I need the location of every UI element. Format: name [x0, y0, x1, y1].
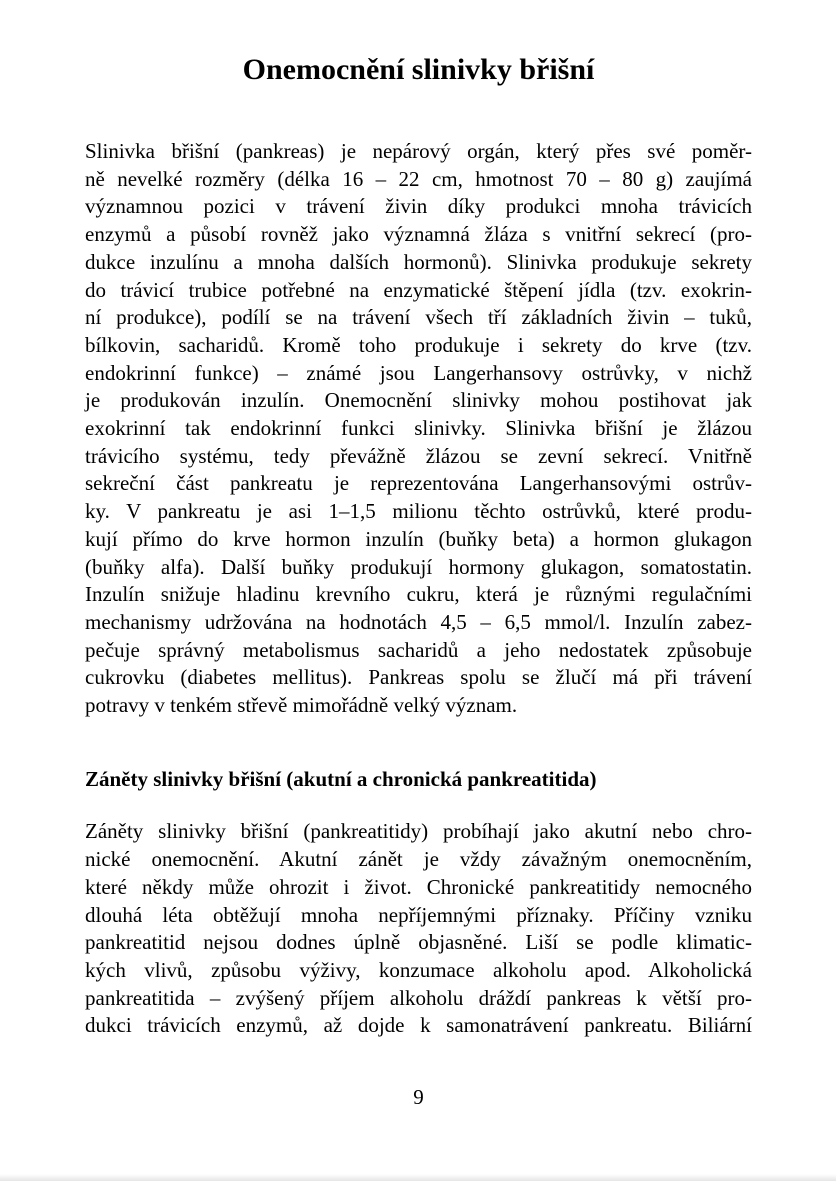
text-line: pankreatitid nejsou dodnes úplně objasněné. Liší se podle klimatic-	[85, 930, 752, 955]
text-line: (buňky alfa). Další buňky produkují hormony glukagon, somatostatin.	[85, 554, 752, 579]
text-line: bílkovin, sacharidů. Kromě toho produkuje i sekrety do krve (tzv.	[85, 332, 752, 357]
text-line: enzymů a působí rovněž jako významná žláza s vnitřní sekrecí (pro-	[85, 222, 752, 247]
text-line: pečuje správný metabolismus sacharidů a jeho nedostatek způsobuje	[85, 637, 752, 662]
page-number: 9	[413, 1085, 424, 1110]
text-line: Inzulín snižuje hladinu krevního cukru, která je různými regulačními	[85, 582, 752, 607]
text-line: mechanismy udržována na hodnotách 4,5 – 6,5 mmol/l. Inzulín zabez-	[85, 609, 752, 634]
text-line: nické onemocnění. Akutní zánět je vždy závažným onemocněním,	[85, 847, 752, 872]
text-line: cukrovku (diabetes mellitus). Pankreas spolu se žlučí má při trávení	[85, 665, 752, 690]
text-line: ní produkce), podílí se na trávení všech tří základních živin – tuků,	[85, 305, 752, 330]
text-line: ně nevelké rozměry (délka 16 – 22 cm, hmotnost 70 – 80 g) zaujímá	[85, 166, 752, 191]
text-line: trávicího systému, tedy převážně žlázou se zevní sekrecí. Vnitřně	[85, 443, 752, 468]
text-line: dlouhá léta obtěžují mnoha nepříjemnými příznaky. Příčiny vzniku	[85, 902, 752, 927]
text-line: sekreční část pankreatu je reprezentována Langerhansovými ostrův-	[85, 471, 752, 496]
text-line: ky. V pankreatu je asi 1–1,5 milionu těchto ostrůvků, které produ-	[85, 499, 752, 524]
page-title: Onemocnění slinivky břišní	[242, 53, 595, 86]
section-heading: Záněty slinivky břišní (akutní a chronická pankreatitida)	[85, 766, 597, 791]
text-line: endokrinní funkce) – známé jsou Langerhansovy ostrůvky, v nichž	[85, 360, 752, 385]
text-line: potravy v tenkém střevě mimořádně velký význam.	[85, 693, 518, 718]
text-line: je produkován inzulín. Onemocnění slinivky mohou postihovat jak	[85, 388, 752, 413]
text-line: dukce inzulínu a mnoha dalších hormonů). Slinivka produkuje sekrety	[85, 249, 752, 274]
text-line: které někdy může ohrozit i život. Chronické pankreatitidy nemocného	[85, 874, 752, 899]
text-line: kých vlivů, způsobu výživy, konzumace alkoholu apod. Alkoholická	[85, 957, 752, 982]
text-line: do trávicí trubice potřebné na enzymatické štěpení jídla (tzv. exokrin-	[85, 277, 752, 302]
text-line: Slinivka břišní (pankreas) je nepárový orgán, který přes své poměr-	[85, 139, 752, 163]
text-line: významnou pozici v trávení živin díky produkci mnoha trávicích	[85, 194, 752, 219]
section-paragraph	[85, 818, 752, 1040]
text-line: exokrinní tak endokrinní funkci slinivky. Slinivka břišní je žlázou	[85, 416, 752, 441]
text-line: pankreatitida – zvýšený příjem alkoholu dráždí pankreas k větší pro-	[85, 985, 752, 1010]
text-line: kují přímo do krve hormon inzulín (buňky beta) a hormon glukagon	[85, 526, 752, 551]
text-line: Záněty slinivky břišní (pankreatitidy) probíhají jako akutní nebo chro-	[85, 819, 752, 844]
intro-paragraph	[85, 138, 752, 720]
text-line: dukci trávicích enzymů, až dojde k samonatrávení pankreatu. Biliární	[85, 1013, 752, 1038]
